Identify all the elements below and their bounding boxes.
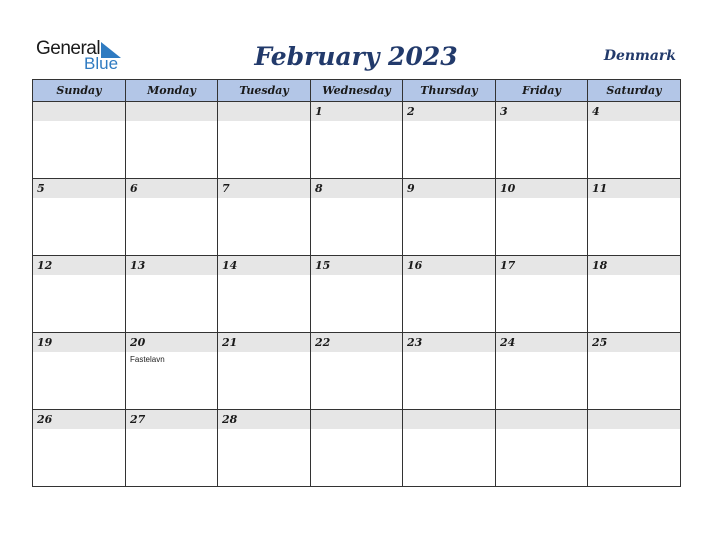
day-number-bar bbox=[403, 102, 495, 121]
day-number-bar bbox=[403, 410, 495, 429]
day-number: 9 bbox=[407, 182, 415, 195]
day-number: 13 bbox=[130, 259, 146, 272]
day-cell bbox=[588, 333, 681, 410]
day-cell bbox=[33, 410, 126, 487]
day-cell bbox=[218, 179, 311, 256]
day-number: 7 bbox=[222, 182, 230, 195]
holiday-label: Fastelavn bbox=[130, 355, 165, 364]
country-label: Denmark bbox=[603, 48, 676, 64]
day-number-bar bbox=[33, 102, 125, 121]
day-cell bbox=[588, 102, 681, 179]
day-number: 28 bbox=[222, 413, 238, 426]
day-cell bbox=[496, 333, 588, 410]
empty-day-cell bbox=[126, 102, 218, 179]
day-number: 1 bbox=[315, 105, 323, 118]
day-cell bbox=[126, 179, 218, 256]
day-number: 3 bbox=[500, 105, 508, 118]
day-cell bbox=[126, 256, 218, 333]
weekday-monday: Monday bbox=[126, 80, 218, 102]
empty-day-cell bbox=[403, 410, 496, 487]
day-cell bbox=[311, 179, 403, 256]
calendar-title: February 2023 bbox=[254, 42, 458, 71]
day-number: 8 bbox=[315, 182, 323, 195]
weekday-header-row bbox=[33, 80, 681, 102]
day-number: 19 bbox=[37, 336, 53, 349]
weekday-friday: Friday bbox=[496, 80, 588, 102]
day-number-bar bbox=[496, 410, 587, 429]
day-number: 25 bbox=[592, 336, 608, 349]
empty-day-cell bbox=[33, 102, 126, 179]
day-number: 14 bbox=[222, 259, 238, 272]
day-number: 17 bbox=[500, 259, 516, 272]
day-number: 22 bbox=[315, 336, 331, 349]
day-number: 21 bbox=[222, 336, 238, 349]
day-cell bbox=[496, 256, 588, 333]
day-number-bar bbox=[126, 179, 217, 198]
day-cell bbox=[403, 179, 496, 256]
weekday-thursday: Thursday bbox=[403, 80, 496, 102]
day-number-bar bbox=[126, 102, 217, 121]
day-number: 20 bbox=[130, 336, 146, 349]
day-number: 12 bbox=[37, 259, 53, 272]
day-number: 11 bbox=[592, 182, 608, 195]
logo-word-blue: Blue bbox=[84, 54, 119, 73]
day-number: 16 bbox=[407, 259, 423, 272]
day-cell bbox=[311, 102, 403, 179]
day-number-bar bbox=[403, 179, 495, 198]
week-row bbox=[33, 256, 681, 333]
day-cell bbox=[311, 333, 403, 410]
day-cell bbox=[33, 256, 126, 333]
day-number: 15 bbox=[315, 259, 331, 272]
day-number: 24 bbox=[500, 336, 516, 349]
day-cell bbox=[33, 179, 126, 256]
weekday-wednesday: Wednesday bbox=[311, 80, 403, 102]
logo-word-general: General bbox=[36, 38, 101, 59]
empty-day-cell bbox=[496, 410, 588, 487]
weekday-sunday: Sunday bbox=[33, 80, 126, 102]
week-row bbox=[33, 179, 681, 256]
day-cell bbox=[33, 333, 126, 410]
day-cell bbox=[403, 102, 496, 179]
day-cell bbox=[588, 256, 681, 333]
day-cell bbox=[218, 333, 311, 410]
day-cell bbox=[588, 179, 681, 256]
week-row bbox=[33, 410, 681, 487]
day-number-bar bbox=[33, 179, 125, 198]
day-cell bbox=[218, 256, 311, 333]
day-number: 2 bbox=[407, 105, 415, 118]
day-number: 18 bbox=[592, 259, 608, 272]
day-cell bbox=[403, 256, 496, 333]
empty-day-cell bbox=[588, 410, 681, 487]
day-cell bbox=[496, 179, 588, 256]
day-cell bbox=[496, 102, 588, 179]
day-number-bar bbox=[311, 410, 402, 429]
day-cell bbox=[126, 410, 218, 487]
day-cell bbox=[218, 410, 311, 487]
day-number: 26 bbox=[37, 413, 53, 426]
day-number: 5 bbox=[37, 182, 45, 195]
empty-day-cell bbox=[311, 410, 403, 487]
week-row bbox=[33, 102, 681, 179]
week-row bbox=[33, 333, 681, 410]
day-number-bar bbox=[588, 102, 680, 121]
day-number-bar bbox=[218, 179, 310, 198]
day-number-bar bbox=[496, 102, 587, 121]
day-number: 27 bbox=[130, 413, 146, 426]
day-number: 10 bbox=[500, 182, 516, 195]
day-number-bar bbox=[218, 102, 310, 121]
day-number: 6 bbox=[130, 182, 138, 195]
day-number-bar bbox=[311, 102, 402, 121]
day-number: 4 bbox=[592, 105, 600, 118]
day-cell bbox=[311, 256, 403, 333]
day-number-bar bbox=[311, 179, 402, 198]
day-cell bbox=[403, 333, 496, 410]
calendar-grid bbox=[32, 79, 681, 487]
day-number-bar bbox=[588, 410, 680, 429]
weekday-tuesday: Tuesday bbox=[218, 80, 311, 102]
weekday-saturday: Saturday bbox=[588, 80, 681, 102]
empty-day-cell bbox=[218, 102, 311, 179]
day-number: 23 bbox=[407, 336, 423, 349]
day-cell bbox=[126, 333, 218, 410]
